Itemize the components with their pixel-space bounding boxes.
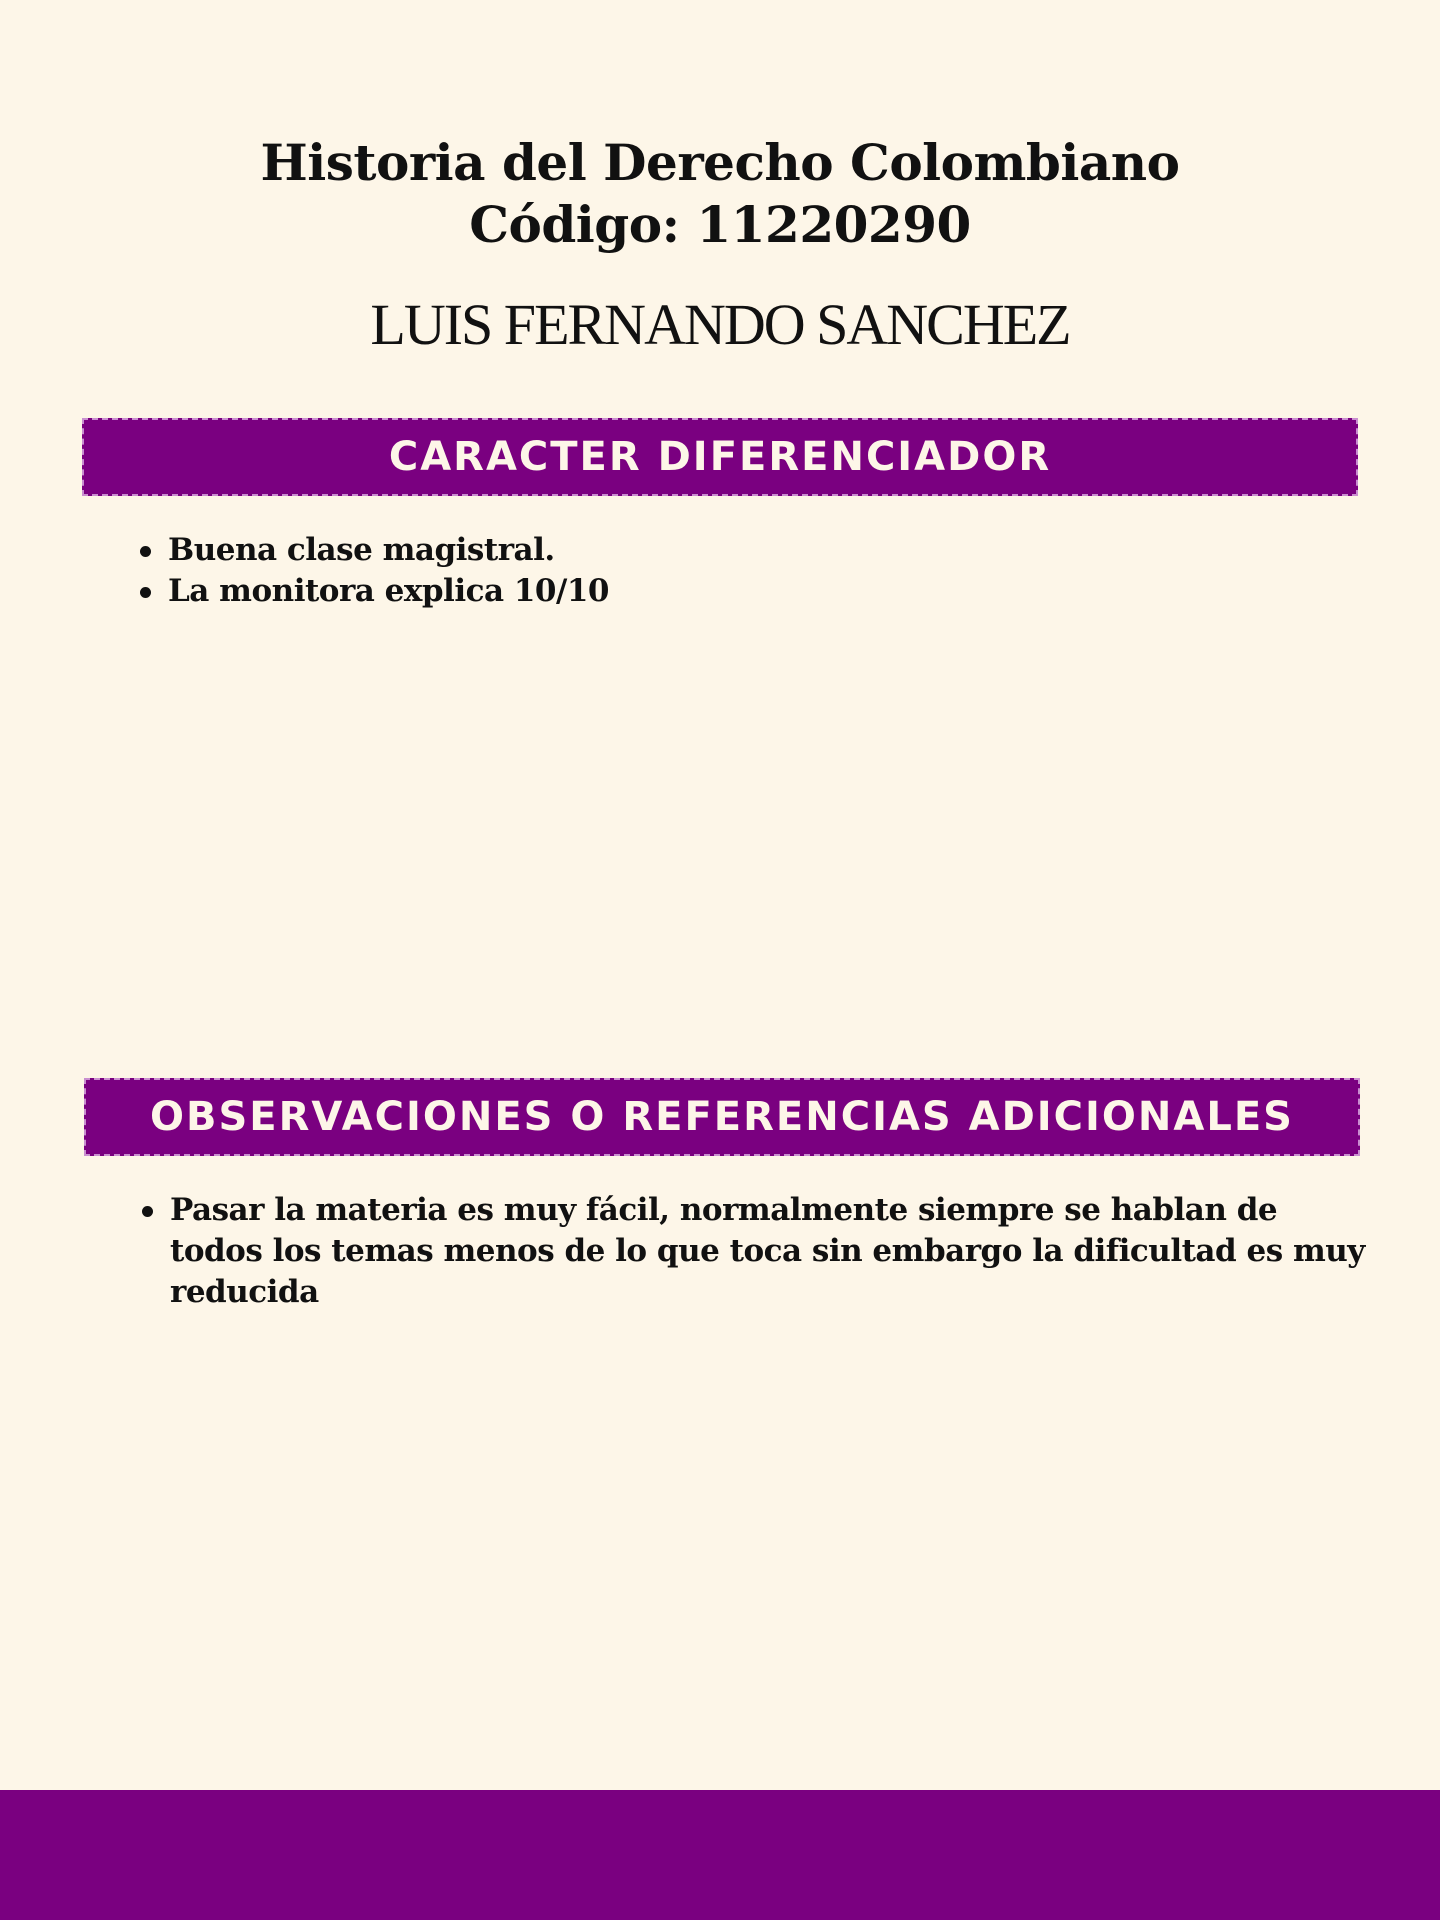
professor-name: LUIS FERNANDO SANCHEZ bbox=[370, 292, 1070, 357]
bullet-list-caracter bbox=[136, 530, 1316, 612]
section-title: CARACTER DIFERENCIADOR bbox=[388, 434, 1052, 480]
course-code: Código: 11220290 bbox=[469, 195, 971, 254]
list-item: Buena clase magistral. bbox=[136, 530, 1316, 571]
bullet-list-observaciones bbox=[138, 1190, 1368, 1313]
footer-bar bbox=[0, 1790, 1440, 1920]
section-title: OBSERVACIONES O REFERENCIAS ADICIONALES bbox=[150, 1094, 1294, 1140]
list-item: Pasar la materia es muy fácil, normalmente siempre se hablan de todos los temas menos de lo que toca sin embargo la dificultad es muy reducida bbox=[138, 1190, 1368, 1313]
list-item: La monitora explica 10/10 bbox=[136, 571, 1316, 612]
section-header-observaciones bbox=[84, 1078, 1360, 1156]
section-header-caracter-diferenciador bbox=[82, 418, 1358, 496]
course-title: Historia del Derecho Colombiano bbox=[260, 133, 1180, 192]
title-block bbox=[0, 132, 1440, 256]
